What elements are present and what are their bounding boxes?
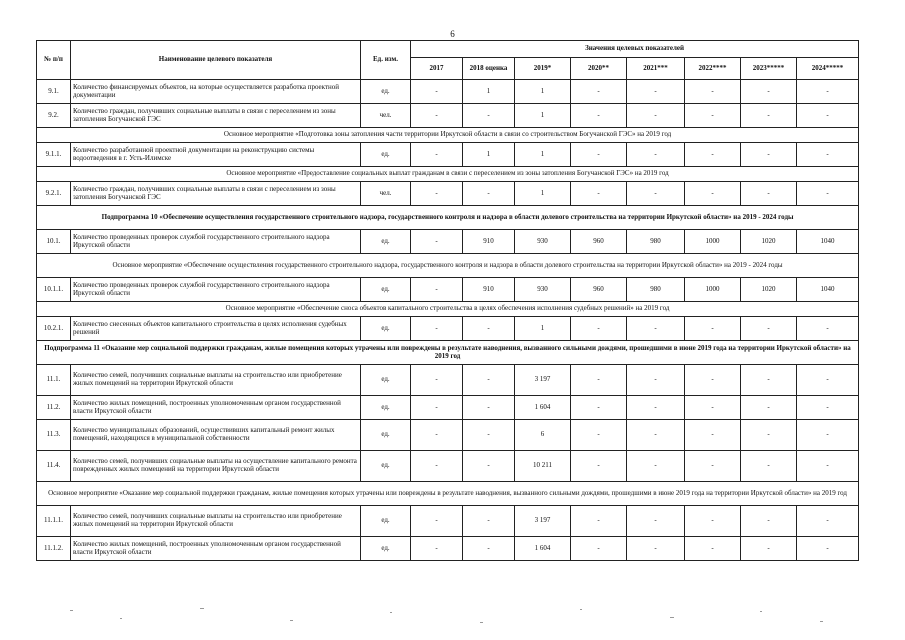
indicator-value: 980 bbox=[627, 278, 685, 302]
main-activity-row bbox=[37, 482, 859, 506]
indicator-name: Количество снесенных объектов капитального строительства в целях исполнения судебных решений bbox=[71, 317, 361, 341]
table-row bbox=[37, 278, 859, 302]
indicator-value: - bbox=[571, 396, 627, 420]
header-num: № п/п bbox=[37, 41, 71, 80]
indicator-value: - bbox=[571, 365, 627, 396]
indicator-value: - bbox=[411, 80, 463, 104]
indicator-value: 1 bbox=[515, 104, 571, 128]
header-year: 2023***** bbox=[741, 58, 797, 80]
indicator-unit: ед. bbox=[361, 143, 411, 167]
indicator-value: - bbox=[463, 396, 515, 420]
table-row bbox=[37, 80, 859, 104]
indicator-value: - bbox=[627, 317, 685, 341]
table-row bbox=[37, 365, 859, 396]
row-number: 11.1.1. bbox=[37, 506, 71, 537]
indicator-value: - bbox=[411, 230, 463, 254]
header-year: 2021*** bbox=[627, 58, 685, 80]
indicator-value: - bbox=[685, 143, 741, 167]
indicator-name: Количество разработанной проектной документации на реконструкцию системы водоотведения в г. Усть-Илимске bbox=[71, 143, 361, 167]
row-number: 9.1. bbox=[37, 80, 71, 104]
indicator-value: - bbox=[463, 182, 515, 206]
main-activity-row bbox=[37, 128, 859, 143]
indicator-value: - bbox=[685, 420, 741, 451]
indicators-table bbox=[36, 40, 859, 561]
indicator-value: - bbox=[571, 143, 627, 167]
indicator-value: 1 bbox=[515, 182, 571, 206]
main-activity-title: Основное мероприятие «Предоставление социальных выплат гражданам в связи с переселением из зоны затопления Богучанской ГЭС» на 2019 год bbox=[37, 167, 859, 182]
indicator-value: - bbox=[627, 396, 685, 420]
indicator-value: - bbox=[411, 104, 463, 128]
indicator-value: - bbox=[571, 317, 627, 341]
indicator-value: - bbox=[685, 80, 741, 104]
indicator-value: - bbox=[411, 506, 463, 537]
subprogram-row bbox=[37, 341, 859, 365]
main-activity-title: Основное мероприятие «Подготовка зоны затопления части территории Иркутской области в связи со строительством Богучанской ГЭС» на 2019 год bbox=[37, 128, 859, 143]
indicator-value: 960 bbox=[571, 230, 627, 254]
indicator-value: 930 bbox=[515, 278, 571, 302]
header-year: 2019* bbox=[515, 58, 571, 80]
row-number: 10.1.1. bbox=[37, 278, 71, 302]
indicator-value: 1040 bbox=[797, 230, 859, 254]
indicator-value: 1000 bbox=[685, 278, 741, 302]
indicator-name: Количество жилых помещений, построенных уполномоченным органом государственной власти Иркутской области bbox=[71, 537, 361, 561]
indicator-value: - bbox=[797, 451, 859, 482]
indicator-value: 960 bbox=[571, 278, 627, 302]
header-values-title: Значения целевых показателей bbox=[411, 41, 859, 58]
indicator-value: - bbox=[463, 317, 515, 341]
indicator-unit: ед. bbox=[361, 451, 411, 482]
indicator-value: - bbox=[571, 506, 627, 537]
indicator-name: Количество проведенных проверок службой государственного строительного надзора Иркутской области bbox=[71, 230, 361, 254]
table-row bbox=[37, 451, 859, 482]
indicator-unit: ед. bbox=[361, 420, 411, 451]
indicator-value: 1 bbox=[515, 143, 571, 167]
indicator-value: - bbox=[411, 451, 463, 482]
indicator-value: 1020 bbox=[741, 230, 797, 254]
indicator-value: - bbox=[797, 537, 859, 561]
header-name: Наименование целевого показателя bbox=[71, 41, 361, 80]
indicator-value: - bbox=[741, 80, 797, 104]
main-activity-row bbox=[37, 254, 859, 278]
indicator-value: - bbox=[797, 182, 859, 206]
table-row bbox=[37, 537, 859, 561]
scan-noise bbox=[60, 600, 860, 630]
indicator-value: 1 bbox=[463, 143, 515, 167]
indicator-value: - bbox=[797, 420, 859, 451]
indicator-name: Количество семей, получивших социальные выплаты на строительство или приобретение жилых помещений на территории Иркутской области bbox=[71, 365, 361, 396]
indicator-name: Количество граждан, получивших социальные выплаты в связи с переселением из зоны затопления Богучанской ГЭС bbox=[71, 104, 361, 128]
indicator-value: - bbox=[797, 143, 859, 167]
indicator-unit: ед. bbox=[361, 396, 411, 420]
page-number: 6 bbox=[450, 29, 455, 39]
indicator-value: - bbox=[463, 537, 515, 561]
row-number: 11.3. bbox=[37, 420, 71, 451]
indicator-name: Количество муниципальных образований, осуществивших капитальный ремонт жилых помещений, находящихся в муниципальной собственности bbox=[71, 420, 361, 451]
row-number: 11.1. bbox=[37, 365, 71, 396]
indicator-name: Количество семей, получивших социальные выплаты на строительство или приобретение жилых помещений на территории Иркутской области bbox=[71, 506, 361, 537]
indicator-name: Количество семей, получивших социальные выплаты на осуществление капитального ремонта поврежденных жилых помещений на территории Иркутской области bbox=[71, 451, 361, 482]
indicator-unit: ед. bbox=[361, 537, 411, 561]
indicator-value: 980 bbox=[627, 230, 685, 254]
indicator-value: - bbox=[741, 420, 797, 451]
indicator-value: 6 bbox=[515, 420, 571, 451]
indicator-value: - bbox=[741, 537, 797, 561]
indicator-unit: чел. bbox=[361, 182, 411, 206]
indicator-value: - bbox=[463, 420, 515, 451]
indicator-value: - bbox=[685, 537, 741, 561]
indicator-value: - bbox=[411, 278, 463, 302]
indicator-value: 1 604 bbox=[515, 396, 571, 420]
indicator-value: - bbox=[411, 420, 463, 451]
indicator-value: - bbox=[741, 317, 797, 341]
indicator-name: Количество жилых помещений, построенных уполномоченным органом государственной власти Иркутской области bbox=[71, 396, 361, 420]
indicator-value: - bbox=[463, 365, 515, 396]
indicator-value: - bbox=[685, 365, 741, 396]
indicator-value: - bbox=[627, 506, 685, 537]
table-row bbox=[37, 396, 859, 420]
row-number: 9.2.1. bbox=[37, 182, 71, 206]
indicator-value: - bbox=[797, 506, 859, 537]
indicator-value: - bbox=[797, 365, 859, 396]
main-activity-row bbox=[37, 167, 859, 182]
indicator-name: Количество граждан, получивших социальные выплаты в связи с переселением из зоны затопления Богучанской ГЭС bbox=[71, 182, 361, 206]
indicator-value: 3 197 bbox=[515, 506, 571, 537]
row-number: 10.1. bbox=[37, 230, 71, 254]
main-activity-title: Основное мероприятие «Обеспечение осуществления государственного строительного надзора, государственного контроля и надзора в области долевого строительства на территории Иркутской области» на 2019 - 2024 годы bbox=[37, 254, 859, 278]
indicator-value: - bbox=[411, 537, 463, 561]
indicator-value: 1000 bbox=[685, 230, 741, 254]
indicator-name: Количество проведенных проверок службой государственного строительного надзора Иркутской области bbox=[71, 278, 361, 302]
indicator-value: - bbox=[797, 317, 859, 341]
table-row bbox=[37, 506, 859, 537]
subprogram-title: Подпрограмма 11 «Оказание мер социальной поддержки гражданам, жилые помещения которых утрачены или повреждены в результате наводнения, вызванного сильными дождями, прошедшими в июне 2019 года на территории Иркутской области» на 2019 год bbox=[37, 341, 859, 365]
indicator-value: - bbox=[741, 182, 797, 206]
indicator-value: - bbox=[463, 104, 515, 128]
indicator-value: - bbox=[571, 104, 627, 128]
indicator-value: - bbox=[411, 396, 463, 420]
indicator-unit: ед. bbox=[361, 317, 411, 341]
indicator-value: - bbox=[571, 451, 627, 482]
main-activity-title: Основное мероприятие «Обеспечение сноса объектов капитального строительства в целях обеспечения исполнения судебных решений» на 2019 год bbox=[37, 302, 859, 317]
row-number: 9.1.1. bbox=[37, 143, 71, 167]
indicator-value: - bbox=[685, 506, 741, 537]
indicator-value: - bbox=[463, 451, 515, 482]
table-row bbox=[37, 182, 859, 206]
indicator-unit: ед. bbox=[361, 278, 411, 302]
indicator-value: - bbox=[571, 182, 627, 206]
table-row bbox=[37, 317, 859, 341]
indicator-unit: чел. bbox=[361, 104, 411, 128]
indicator-value: - bbox=[463, 506, 515, 537]
indicator-value: - bbox=[741, 396, 797, 420]
indicator-unit: ед. bbox=[361, 506, 411, 537]
indicator-value: 1 604 bbox=[515, 537, 571, 561]
indicator-value: - bbox=[571, 537, 627, 561]
indicator-value: - bbox=[741, 365, 797, 396]
indicator-value: - bbox=[627, 365, 685, 396]
table-row bbox=[37, 104, 859, 128]
indicator-value: - bbox=[411, 365, 463, 396]
indicator-value: 1 bbox=[515, 317, 571, 341]
row-number: 11.4. bbox=[37, 451, 71, 482]
indicator-value: 10 211 bbox=[515, 451, 571, 482]
indicator-value: 910 bbox=[463, 230, 515, 254]
indicator-value: - bbox=[411, 317, 463, 341]
header-year: 2022**** bbox=[685, 58, 741, 80]
indicator-value: 1040 bbox=[797, 278, 859, 302]
table-row bbox=[37, 230, 859, 254]
indicator-value: - bbox=[571, 80, 627, 104]
indicator-value: - bbox=[685, 451, 741, 482]
table-row bbox=[37, 143, 859, 167]
indicator-value: - bbox=[685, 104, 741, 128]
row-number: 11.2. bbox=[37, 396, 71, 420]
indicator-value: - bbox=[627, 537, 685, 561]
indicator-value: 1 bbox=[463, 80, 515, 104]
row-number: 9.2. bbox=[37, 104, 71, 128]
header-year: 2020** bbox=[571, 58, 627, 80]
indicator-value: - bbox=[627, 451, 685, 482]
row-number: 11.1.2. bbox=[37, 537, 71, 561]
main-activity-row bbox=[37, 302, 859, 317]
indicator-value: - bbox=[411, 182, 463, 206]
indicator-value: - bbox=[627, 143, 685, 167]
indicator-value: 3 197 bbox=[515, 365, 571, 396]
header-year: 2024***** bbox=[797, 58, 859, 80]
indicator-value: - bbox=[685, 396, 741, 420]
indicator-value: - bbox=[741, 104, 797, 128]
table-row bbox=[37, 420, 859, 451]
subprogram-row bbox=[37, 206, 859, 230]
indicator-value: - bbox=[797, 104, 859, 128]
header-unit: Ед. изм. bbox=[361, 41, 411, 80]
subprogram-title: Подпрограмма 10 «Обеспечение осуществления государственного строительного надзора, государственного контроля и надзора в области долевого строительства на территории Иркутской области» на 2019 - 2024 годы bbox=[37, 206, 859, 230]
indicator-value: - bbox=[627, 420, 685, 451]
indicator-value: - bbox=[685, 317, 741, 341]
indicator-value: - bbox=[627, 182, 685, 206]
indicator-unit: ед. bbox=[361, 230, 411, 254]
row-number: 10.2.1. bbox=[37, 317, 71, 341]
indicator-name: Количество финансируемых объектов, на которые осуществляется разработка проектной документации bbox=[71, 80, 361, 104]
indicator-value: 930 bbox=[515, 230, 571, 254]
indicator-unit: ед. bbox=[361, 80, 411, 104]
main-activity-title: Основное мероприятие «Оказание мер социальной поддержки гражданам, жилые помещения которых утрачены или повреждены в результате наводнения, вызванного сильными дождями, прошедшими в июне 2019 года на территории Иркутской области» на 2019 год bbox=[37, 482, 859, 506]
indicator-value: - bbox=[797, 396, 859, 420]
header-year: 2018 оценка bbox=[463, 58, 515, 80]
indicator-unit: ед. bbox=[361, 365, 411, 396]
indicator-value: - bbox=[627, 80, 685, 104]
indicator-value: 1020 bbox=[741, 278, 797, 302]
header-year: 2017 bbox=[411, 58, 463, 80]
indicator-value: - bbox=[627, 104, 685, 128]
indicator-value: - bbox=[685, 182, 741, 206]
indicator-value: - bbox=[741, 506, 797, 537]
indicator-value: - bbox=[741, 451, 797, 482]
indicator-value: - bbox=[741, 143, 797, 167]
indicator-value: - bbox=[797, 80, 859, 104]
indicator-value: 1 bbox=[515, 80, 571, 104]
table-body bbox=[37, 80, 859, 561]
indicator-value: 910 bbox=[463, 278, 515, 302]
indicator-value: - bbox=[571, 420, 627, 451]
indicator-value: - bbox=[411, 143, 463, 167]
